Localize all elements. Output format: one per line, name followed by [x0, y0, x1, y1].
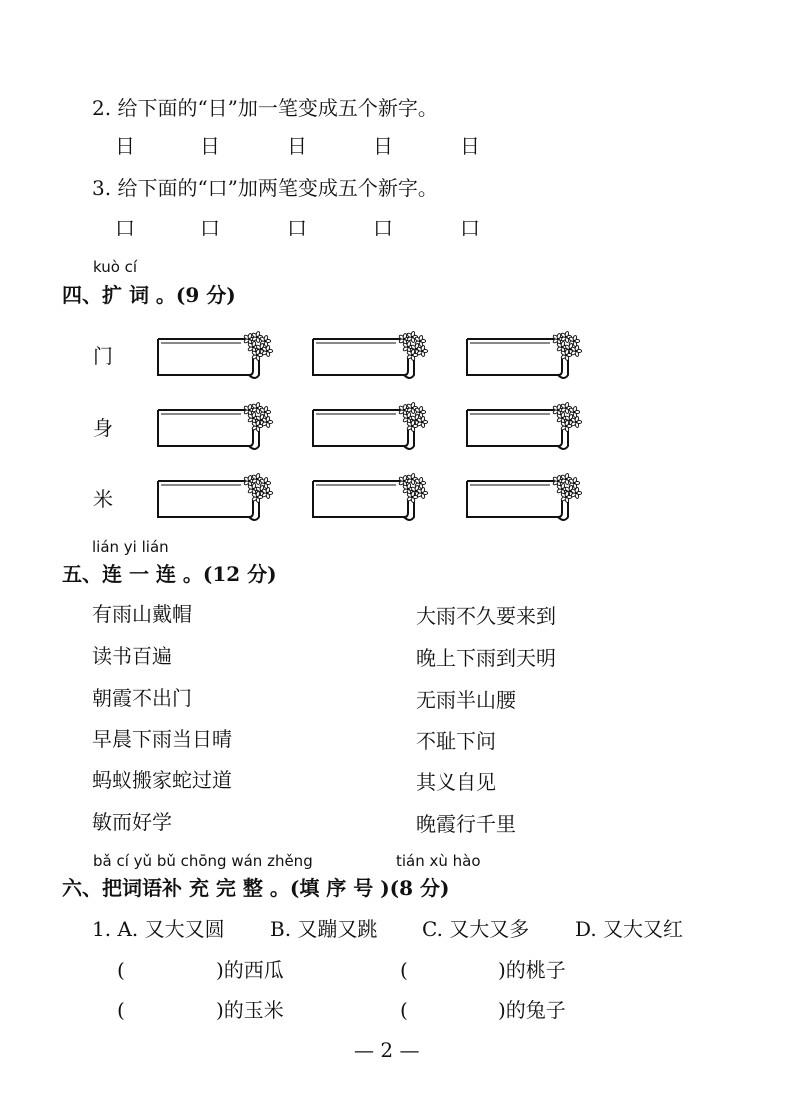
answer-box[interactable] [157, 335, 265, 375]
s4-title: 四、扩 词 。(9 分) [62, 283, 236, 307]
answer-box[interactable] [466, 477, 574, 517]
blank-label: )的兔子 [498, 998, 566, 1022]
q2-char: 日 [287, 134, 307, 158]
q3-char: 口 [200, 216, 220, 240]
blank-label: )的桃子 [498, 958, 566, 982]
q2-char: 日 [460, 134, 480, 158]
s6-pinyin-2: tián xù hào [396, 852, 481, 870]
flower-icon [553, 331, 582, 361]
s4-row-char: 身 [93, 416, 113, 440]
flower-icon [553, 473, 582, 503]
s4-row-char: 米 [93, 487, 113, 511]
list-item[interactable]: 早晨下雨当日晴 [92, 727, 232, 751]
q3-char: 口 [115, 216, 135, 240]
s6-option: D. 又大又红 [575, 917, 684, 941]
q3-title: 3. 给下面的“口”加两笔变成五个新字。 [92, 176, 438, 200]
list-item[interactable]: 其义自见 [416, 770, 496, 794]
flower-icon [399, 473, 428, 503]
answer-box[interactable] [157, 477, 265, 517]
open-paren: ( [117, 998, 125, 1022]
flower-icon [244, 402, 273, 432]
q3-char: 口 [287, 216, 307, 240]
s6-pinyin-1: bǎ cí yǔ bǔ chōng wán zhěng [93, 852, 313, 870]
answer-box[interactable] [157, 406, 265, 446]
q2-title: 2. 给下面的“日”加一笔变成五个新字。 [92, 96, 438, 120]
s6-option: B. 又蹦又跳 [270, 917, 378, 941]
flower-icon [553, 402, 582, 432]
list-item[interactable]: 蚂蚁搬家蛇过道 [92, 768, 232, 792]
s4-row-char: 门 [93, 344, 113, 368]
list-item[interactable]: 不耻下问 [416, 729, 496, 753]
answer-box[interactable] [312, 335, 420, 375]
s6-option: 1. A. 又大又圆 [92, 917, 225, 941]
q2-char: 日 [115, 134, 135, 158]
flower-icon [244, 331, 273, 361]
blank-label: )的玉米 [216, 998, 284, 1022]
blank-label: )的西瓜 [216, 958, 284, 982]
list-item[interactable]: 有雨山戴帽 [92, 602, 192, 626]
q2-char: 日 [373, 134, 393, 158]
list-item[interactable]: 敏而好学 [92, 810, 172, 834]
s6-title: 六、把词语补 充 完 整 。(填 序 号 )(8 分) [62, 876, 450, 900]
s5-title: 五、连 一 连 。(12 分) [62, 562, 277, 586]
flower-icon [399, 331, 428, 361]
answer-box[interactable] [466, 406, 574, 446]
open-paren: ( [400, 958, 408, 982]
open-paren: ( [400, 998, 408, 1022]
flower-icon [399, 402, 428, 432]
answer-box[interactable] [312, 406, 420, 446]
q3-char: 口 [460, 216, 480, 240]
answer-box[interactable] [312, 477, 420, 517]
q3-char: 口 [373, 216, 393, 240]
answer-box[interactable] [466, 335, 574, 375]
list-item[interactable]: 大雨不久要来到 [416, 604, 556, 628]
list-item[interactable]: 晚上下雨到天明 [416, 646, 556, 670]
q2-char: 日 [200, 134, 220, 158]
page-number: — 2 — [354, 1038, 420, 1062]
list-item[interactable]: 晚霞行千里 [416, 812, 516, 836]
s5-pinyin: lián yi lián [92, 538, 169, 556]
list-item[interactable]: 朝霞不出门 [92, 686, 192, 710]
open-paren: ( [117, 958, 125, 982]
list-item[interactable]: 读书百遍 [92, 644, 172, 668]
list-item[interactable]: 无雨半山腰 [416, 688, 516, 712]
flower-icon [244, 473, 273, 503]
s6-option: C. 又大又多 [422, 917, 530, 941]
s4-pinyin: kuò cí [93, 258, 138, 276]
